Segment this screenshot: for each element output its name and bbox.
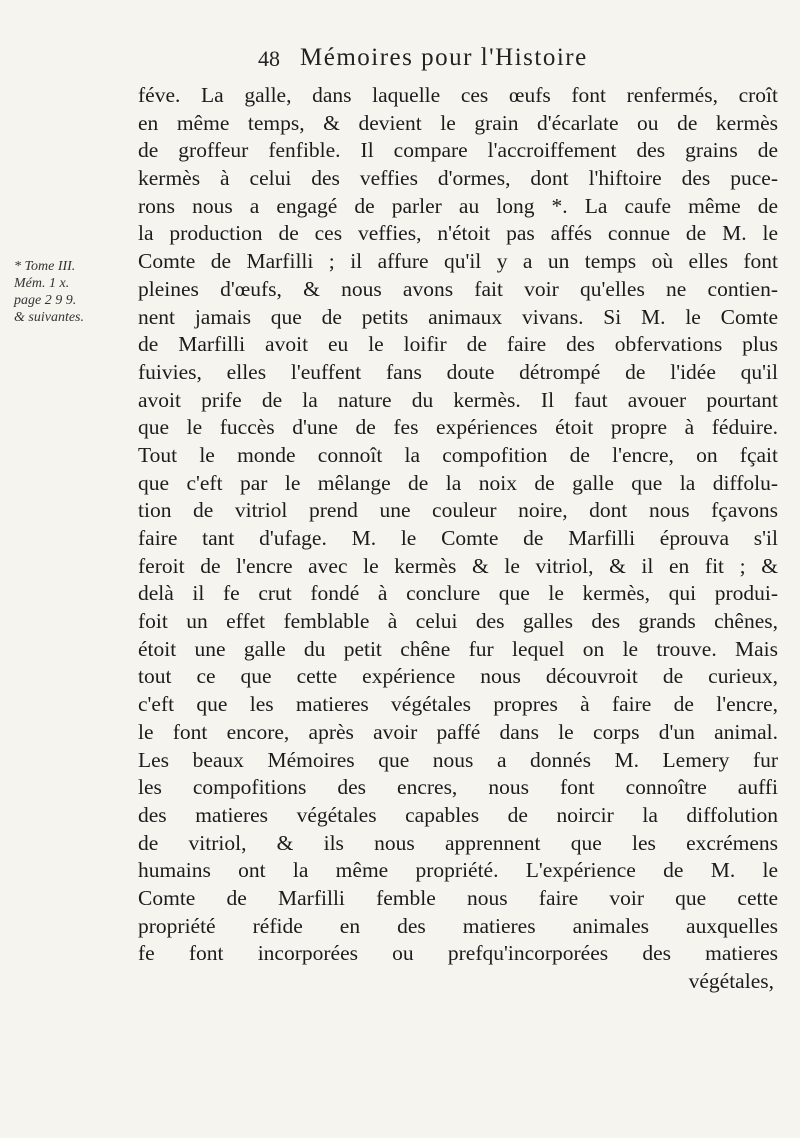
page-header — [258, 44, 760, 74]
text-line: féve. La galle, dans laquelle ces œufs font renfermés, croît — [138, 83, 778, 107]
text-line: c'eft que les matieres végétales propres à faire de l'encre, — [138, 692, 778, 717]
text-line: Comte de Marfilli ; il affure qu'il y a un temps où elles font — [138, 249, 778, 274]
text-line: tout ce que cette expérience nous découvroit de curieux, — [138, 664, 778, 689]
text-line: le font encore, après avoir paffé dans le corps d'un animal. — [138, 719, 778, 744]
text-line: fuivies, elles l'euffent fans doute détrompé de l'idée qu'il — [138, 359, 778, 384]
text-line: Les beaux Mémoires que nous a donnés M. Lemery fur — [138, 747, 778, 772]
text-line: en même temps, & devient le grain d'écarlate ou de kermès — [138, 110, 778, 135]
text-line: humains ont la même propriété. L'expérience de M. le — [138, 858, 778, 883]
text-line: que c'eft par le mêlange de la noix de galle que la diffolu- — [138, 470, 778, 495]
text-line: kermès à celui des veffies d'ormes, dont l'hiftoire des puce- — [138, 166, 778, 191]
text-line: nent jamais que de petits animaux vivans. Si M. le Comte — [138, 304, 778, 329]
text-line: de vitriol, & ils nous apprennent que les excrémens — [138, 830, 778, 855]
text-line: avoit prife de la nature du kermès. Il faut avouer pourtant — [138, 387, 778, 412]
text-line: végétales, — [688, 969, 774, 993]
text-line: faire tant d'ufage. M. le Comte de Marfilli éprouva s'il — [138, 526, 778, 550]
running-title: Mémoires pour l'Histoire — [300, 44, 588, 71]
text-line: foit un effet femblable à celui des galles des grands chênes, — [138, 609, 778, 634]
text-line: tion de vitriol prend une couleur noire, dont nous fçavons — [138, 498, 778, 523]
text-line: Tout le monde connoît la compofition de l'encre, on fçait — [138, 442, 778, 467]
margin-note-line: & suivantes. — [14, 310, 84, 325]
text-line: des matieres végétales capables de noircir la diffolution — [138, 802, 778, 827]
margin-note — [14, 258, 124, 326]
text-line: Comte de Marfilli femble nous faire voir que cette — [138, 885, 778, 910]
margin-note-line: page 2 9 9. — [14, 293, 77, 308]
text-line: propriété réfide en des matieres animales auxquelles — [138, 913, 778, 938]
text-line: étoit une galle du petit chêne fur lequel on le trouve. Mais — [138, 636, 778, 661]
margin-note-line: Mém. 1 x. — [14, 276, 70, 291]
text-line: delà il fe crut fondé à conclure que le kermès, qui produi- — [138, 581, 778, 606]
text-line: fe font incorporées ou prefqu'incorporées des matieres — [138, 941, 778, 966]
text-line: que le fuccès d'une de fes expériences étoit propre à féduire. — [138, 415, 778, 440]
margin-note-line: * Tome III. — [14, 259, 76, 274]
text-line: la production de ces veffies, n'étoit pas affés connue de M. le — [138, 221, 778, 246]
text-line: pleines d'œufs, & nous avons fait voir qu'elles ne contien- — [138, 276, 778, 301]
text-line: rons nous a engagé de parler au long *. La caufe même de — [138, 193, 778, 218]
text-line: feroit de l'encre avec le kermès & le vitriol, & il en fit ; & — [138, 553, 778, 578]
text-line: de Marfilli avoit eu le loifir de faire des obfervations plus — [138, 332, 778, 357]
page-number: 48 — [258, 46, 280, 71]
text-line: les compofitions des encres, nous font connoître auffi — [138, 775, 778, 800]
body-text — [138, 82, 778, 996]
text-line: de groffeur fenfible. Il compare l'accroiffement des grains de — [138, 138, 778, 163]
